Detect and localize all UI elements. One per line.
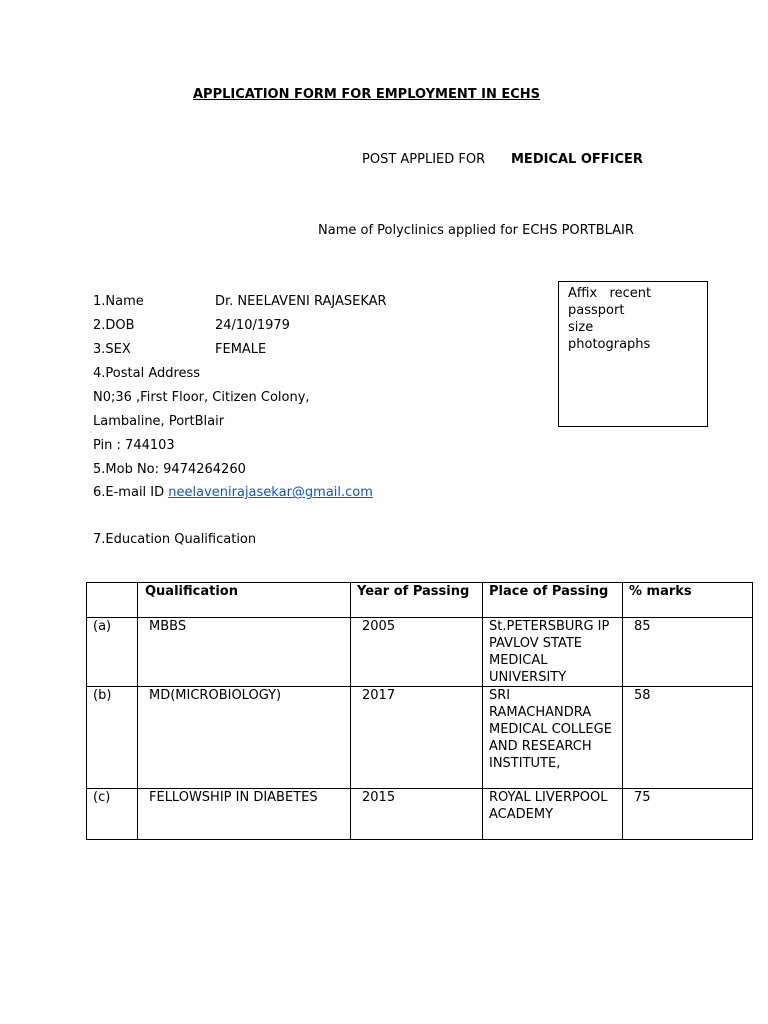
row-place: SRI RAMACHANDRA MEDICAL COLLEGE AND RESEARCH INSTITUTE,	[483, 687, 623, 789]
form-title: APPLICATION FORM FOR EMPLOYMENT IN ECHS	[193, 87, 541, 102]
sex-value: FEMALE	[215, 342, 267, 357]
header-place: Place of Passing	[483, 583, 623, 618]
table-row	[87, 687, 753, 789]
photo-placeholder-box	[558, 281, 708, 427]
row-qualification: FELLOWSHIP IN DIABETES	[138, 789, 351, 840]
email-row	[93, 485, 373, 500]
address-line: N0;36 ,First Floor, Citizen Colony,	[93, 390, 310, 405]
photo-box-line: photographs	[568, 337, 651, 352]
polyclinic-line: Name of Polyclinics applied for ECHS PORTBLAIR	[318, 223, 634, 238]
row-place: ROYAL LIVERPOOL ACADEMY	[483, 789, 623, 840]
education-heading: 7.Education Qualification	[93, 532, 257, 547]
header-index	[87, 583, 138, 618]
pin-code: Pin : 744103	[93, 438, 175, 453]
row-index: (a)	[87, 618, 138, 687]
row-marks: 58	[623, 687, 753, 789]
table-row	[87, 789, 753, 840]
dob-value: 24/10/1979	[215, 318, 290, 333]
header-qualification: Qualification	[138, 583, 351, 618]
sex-label: 3.SEX	[93, 342, 131, 357]
name-value: Dr. NEELAVENI RAJASEKAR	[215, 294, 387, 309]
education-table	[86, 582, 753, 840]
header-marks: % marks	[623, 583, 753, 618]
dob-label: 2.DOB	[93, 318, 135, 333]
row-year: 2017	[351, 687, 483, 789]
row-index: (c)	[87, 789, 138, 840]
name-label: 1.Name	[93, 294, 144, 309]
email-link[interactable]: neelavenirajasekar@gmail.com	[168, 485, 373, 500]
row-year: 2015	[351, 789, 483, 840]
email-label: 6.E-mail ID	[93, 485, 169, 500]
row-qualification: MD(MICROBIOLOGY)	[138, 687, 351, 789]
row-qualification: MBBS	[138, 618, 351, 687]
post-applied-label: POST APPLIED FOR	[362, 152, 486, 167]
table-header-row	[87, 583, 753, 618]
photo-box-line: passport	[568, 303, 625, 318]
row-index: (b)	[87, 687, 138, 789]
row-place: St.PETERSBURG IP PAVLOV STATE MEDICAL UNIVERSITY	[483, 618, 623, 687]
photo-box-line: size	[568, 320, 594, 335]
post-applied-value: MEDICAL OFFICER	[511, 152, 643, 167]
table-row	[87, 618, 753, 687]
row-marks: 75	[623, 789, 753, 840]
row-marks: 85	[623, 618, 753, 687]
address-line: Lambaline, PortBlair	[93, 414, 225, 429]
row-year: 2005	[351, 618, 483, 687]
photo-box-line: Affix recent	[568, 286, 652, 301]
header-year: Year of Passing	[351, 583, 483, 618]
mobile-number: 5.Mob No: 9474264260	[93, 462, 246, 477]
address-label: 4.Postal Address	[93, 366, 201, 381]
